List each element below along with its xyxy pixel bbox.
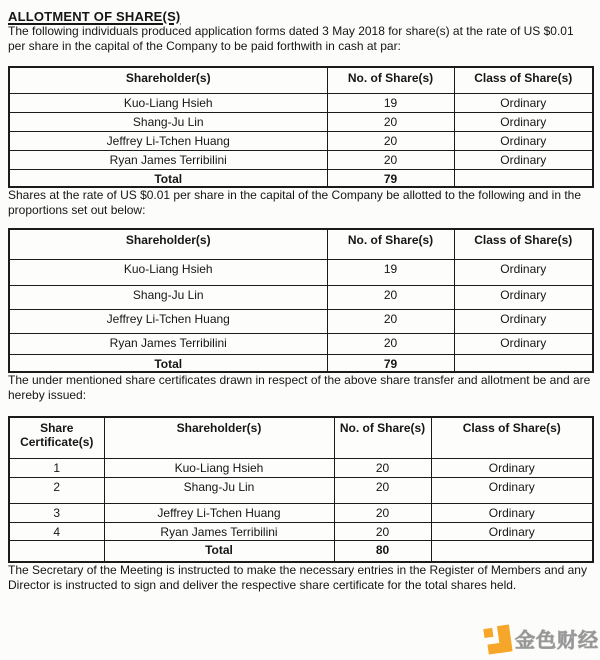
column-header-share-class: Class of Share(s): [431, 417, 593, 458]
share-count-cell: 20: [327, 131, 454, 150]
shareholder-name-cell: Jeffrey Li-Tchen Huang: [9, 131, 327, 150]
column-header-shareholder: Shareholder(s): [104, 417, 334, 458]
empty-cell: [454, 169, 593, 187]
column-header-num-shares: No. of Share(s): [327, 229, 454, 259]
allotment-paragraph: Shares at the rate of US $0.01 per share in the capital of the Company be allotted to the following and in the proportions set out below:: [8, 188, 582, 217]
total-label-cell: Total: [9, 169, 327, 187]
shareholder-name-cell: Jeffrey Li-Tchen Huang: [104, 503, 334, 522]
certificate-number-cell: 2: [9, 477, 104, 503]
certificates-paragraph: The under mentioned share certificates drawn in respect of the above share transfer and allotment be and are hereby issued:: [8, 373, 591, 402]
table-header-row: [9, 67, 593, 93]
total-label-cell: Total: [9, 354, 327, 372]
share-count-cell: 20: [334, 503, 431, 522]
shareholder-name-cell: Kuo-Liang Hsieh: [9, 259, 327, 285]
shareholder-name-cell: Shang-Ju Lin: [9, 285, 327, 309]
table-row: [9, 285, 593, 309]
empty-cell: [431, 540, 593, 562]
share-count-cell: 20: [334, 458, 431, 477]
certificate-number-cell: 3: [9, 503, 104, 522]
jinse-j-logo-icon: [482, 624, 516, 657]
shareholder-name-cell: Ryan James Terribilini: [9, 333, 327, 354]
shareholder-name-cell: Ryan James Terribilini: [9, 150, 327, 169]
share-class-cell: Ordinary: [431, 458, 593, 477]
column-header-shareholder: Shareholder(s): [9, 67, 327, 93]
table-row: [9, 112, 593, 131]
share-count-cell: 20: [334, 522, 431, 540]
share-class-cell: Ordinary: [454, 259, 593, 285]
share-class-cell: Ordinary: [454, 285, 593, 309]
certificate-number-cell: 1: [9, 458, 104, 477]
share-class-cell: Ordinary: [454, 333, 593, 354]
shareholder-name-cell: Jeffrey Li-Tchen Huang: [9, 309, 327, 333]
table-row: [9, 131, 593, 150]
page-title: ALLOTMENT OF SHARE(S): [8, 9, 181, 24]
share-count-cell: 19: [327, 259, 454, 285]
table-row: [9, 477, 593, 503]
application-shares-table: [8, 66, 594, 188]
table-row: [9, 150, 593, 169]
total-shares-cell: 80: [334, 540, 431, 562]
share-count-cell: 20: [327, 309, 454, 333]
column-header-share-class: Class of Share(s): [454, 229, 593, 259]
shareholder-name-cell: Kuo-Liang Hsieh: [9, 93, 327, 112]
total-row: [9, 354, 593, 372]
column-header-num-shares: No. of Share(s): [327, 67, 454, 93]
table-row: [9, 93, 593, 112]
table-row: [9, 259, 593, 285]
column-header-share-class: Class of Share(s): [454, 67, 593, 93]
shareholder-name-cell: Shang-Ju Lin: [104, 477, 334, 503]
share-count-cell: 20: [334, 477, 431, 503]
certificate-number-cell: 4: [9, 522, 104, 540]
watermark-text: 金色财经: [515, 629, 599, 652]
allotment-shares-table: [8, 228, 594, 373]
share-count-cell: 20: [327, 285, 454, 309]
column-header-certificate: Share Certificate(s): [9, 417, 104, 458]
shareholder-name-cell: Shang-Ju Lin: [9, 112, 327, 131]
column-header-num-shares: No. of Share(s): [334, 417, 431, 458]
share-count-cell: 20: [327, 333, 454, 354]
total-row: [9, 169, 593, 187]
share-count-cell: 20: [327, 150, 454, 169]
table-row: [9, 522, 593, 540]
table-header-row: [9, 417, 593, 458]
total-shares-cell: 79: [327, 354, 454, 372]
shareholder-name-cell: Ryan James Terribilini: [104, 522, 334, 540]
column-header-shareholder: Shareholder(s): [9, 229, 327, 259]
share-count-cell: 19: [327, 93, 454, 112]
empty-cell: [454, 354, 593, 372]
share-class-cell: Ordinary: [454, 112, 593, 131]
total-row: [9, 540, 593, 562]
total-shares-cell: 79: [327, 169, 454, 187]
share-class-cell: Ordinary: [431, 503, 593, 522]
intro-paragraph: The following individuals produced application forms dated 3 May 2018 for share(s) at the rate of US $0.01 per share in the capital of the Company to be paid forthwith in cash at par:: [8, 24, 574, 53]
table-row: [9, 458, 593, 477]
share-count-cell: 20: [327, 112, 454, 131]
share-class-cell: Ordinary: [454, 93, 593, 112]
table-row: [9, 503, 593, 522]
table-header-row: [9, 229, 593, 259]
shareholder-name-cell: Kuo-Liang Hsieh: [104, 458, 334, 477]
empty-cell: [9, 540, 104, 562]
share-class-cell: Ordinary: [454, 309, 593, 333]
share-class-cell: Ordinary: [454, 131, 593, 150]
secretary-paragraph: The Secretary of the Meeting is instructed to make the necessary entries in the Register of Members and any Director is instructed to sign and deliver the respective share certificate for the total shares held.: [8, 563, 587, 592]
share-class-cell: Ordinary: [431, 477, 593, 503]
share-class-cell: Ordinary: [454, 150, 593, 169]
table-row: [9, 333, 593, 354]
share-class-cell: Ordinary: [431, 522, 593, 540]
share-certificates-table: [8, 416, 594, 563]
jinse-finance-watermark: [484, 626, 599, 655]
table-row: [9, 309, 593, 333]
total-label-cell: Total: [104, 540, 334, 562]
